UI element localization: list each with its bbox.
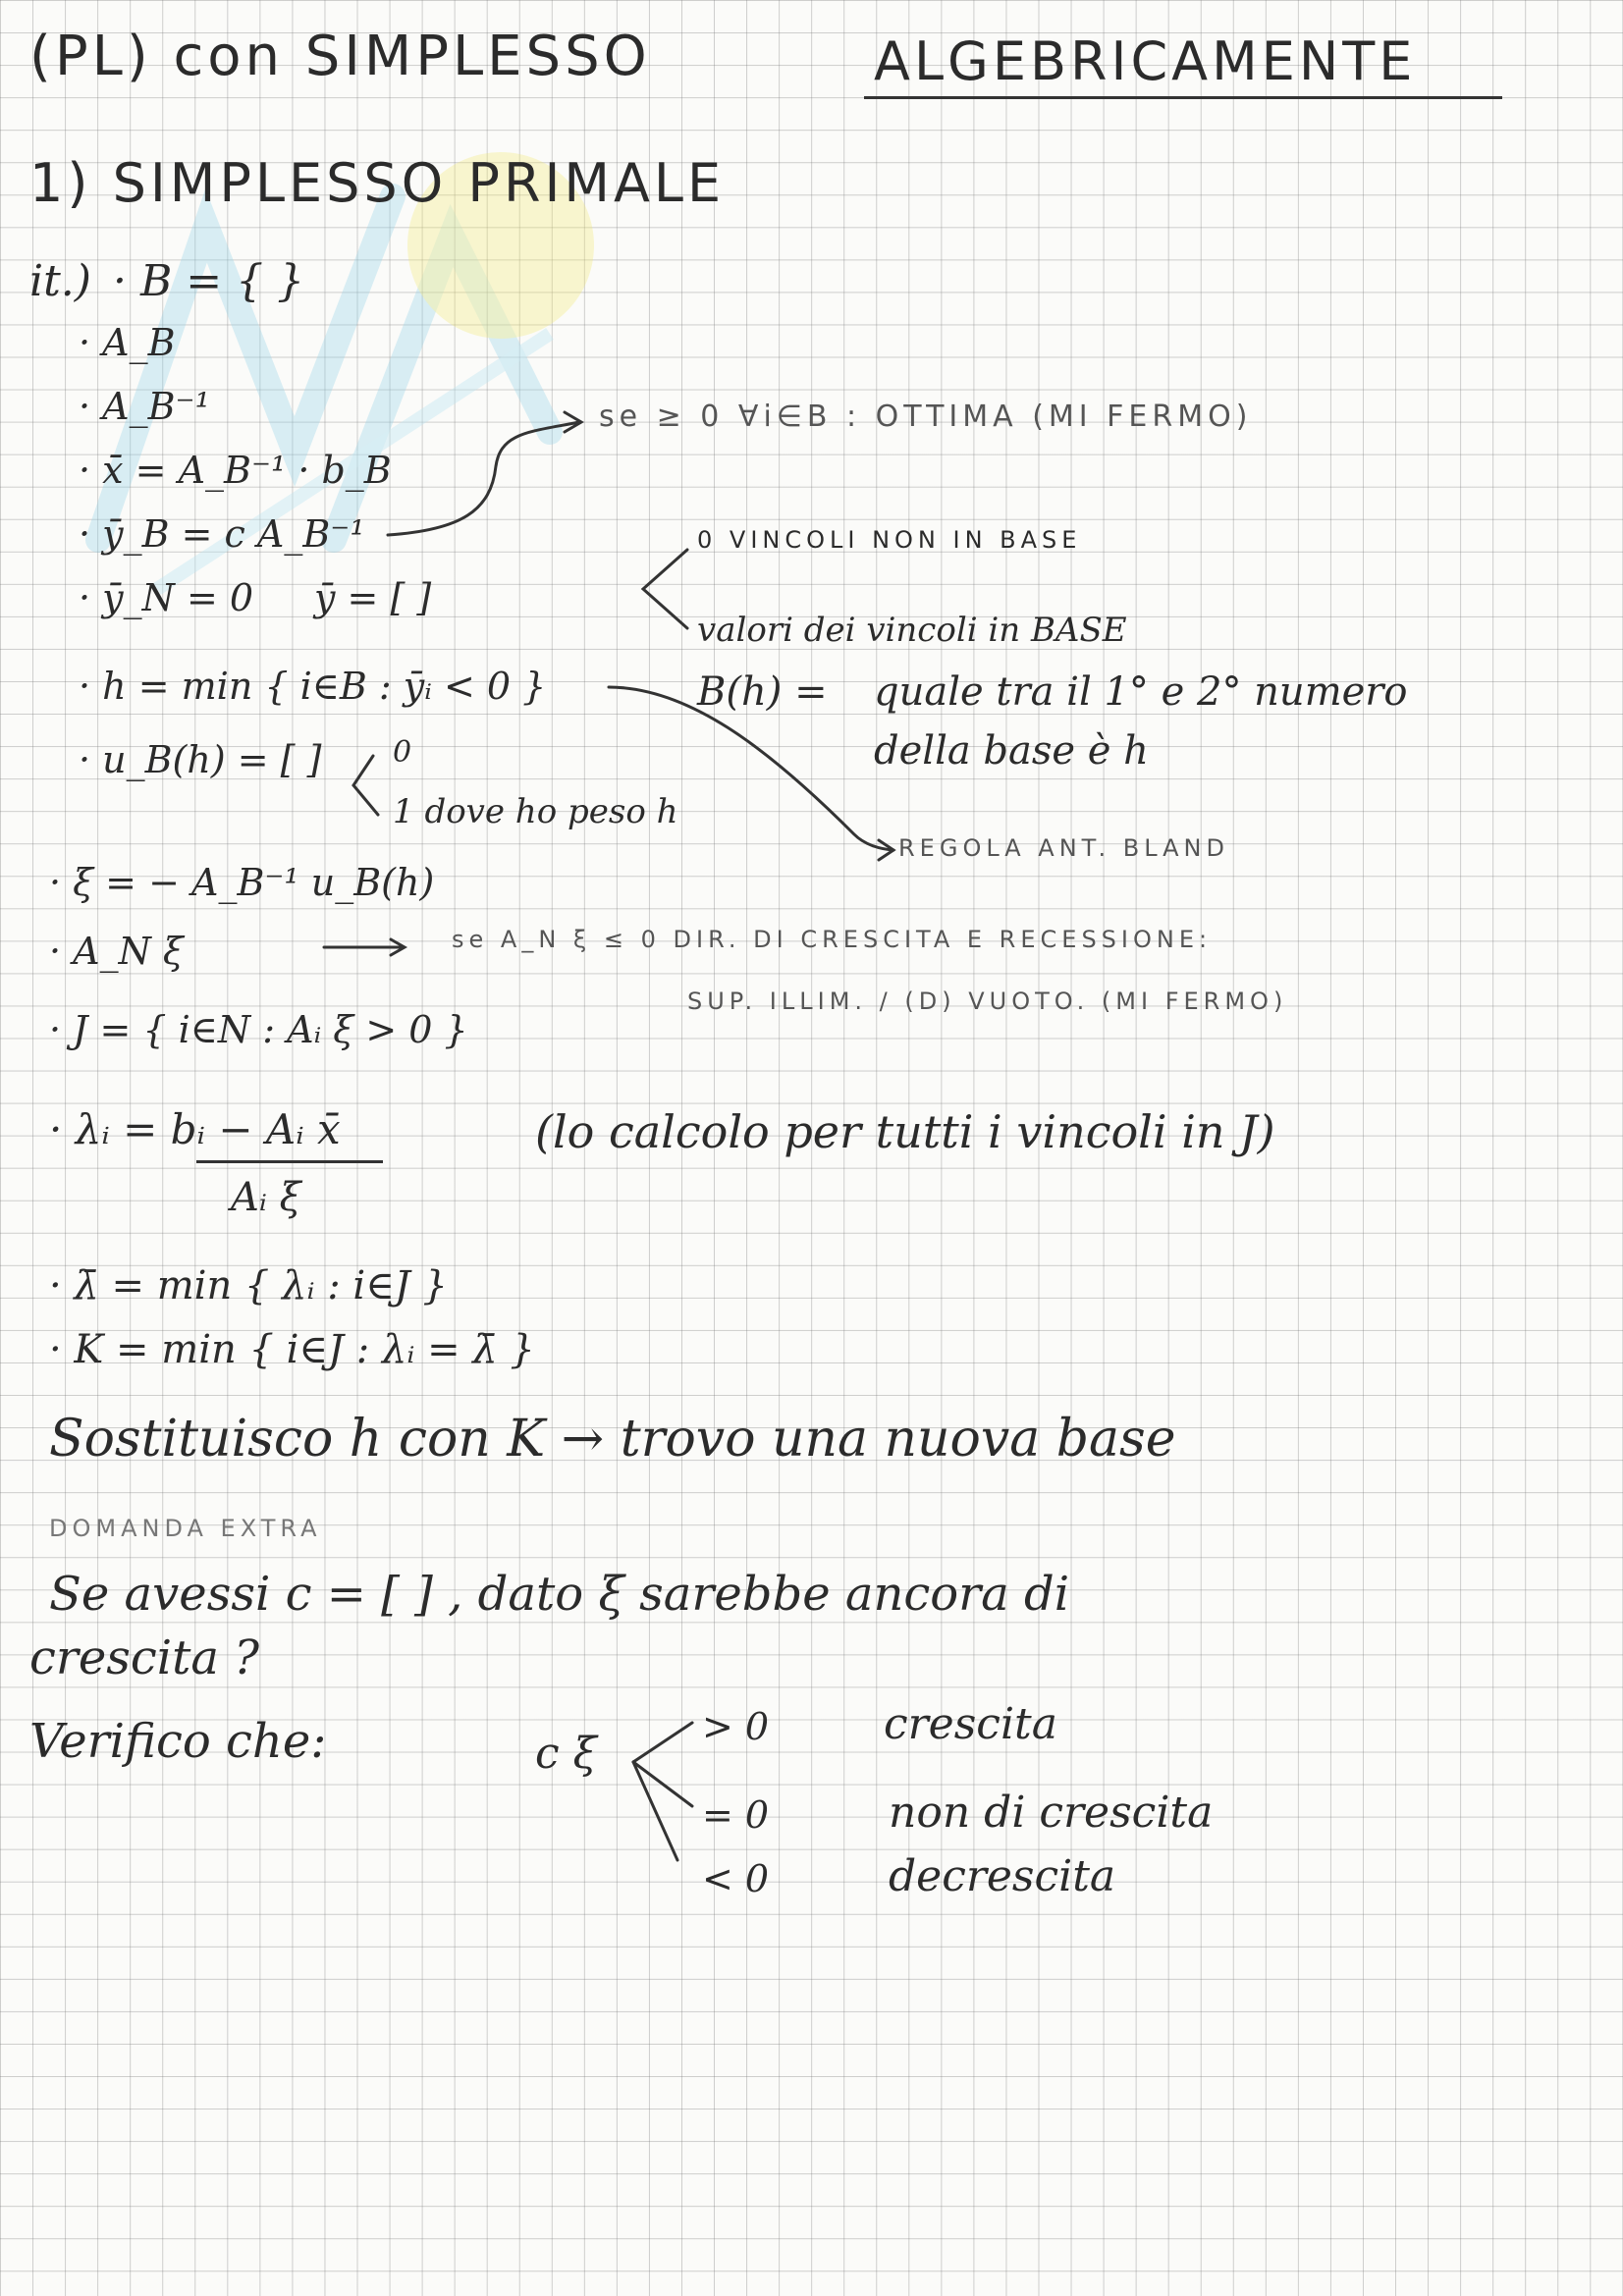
ybar-zero-note: 0 VINCOLI NON IN BASE [697,526,1082,554]
case-result-zero: non di crescita [889,1788,1214,1838]
extra-question-2: crescita ? [29,1630,259,1685]
h-formula: · h = min { i∈B : ȳᵢ < 0 } [79,665,547,708]
extra-question-1: Se avessi c = [ ] , dato ξ sarebbe ancora di [49,1567,1070,1622]
an-note-line-2: SUP. ILLIM. / (D) VUOTO. (MI FERMO) [687,988,1288,1015]
u-one-entry: 1 dove ho peso h [393,792,678,831]
c-xi-product: c ξ [535,1729,597,1779]
title-left: (PL) con SIMPLESSO [29,25,651,88]
bh-line-2: della base è h [874,728,1149,774]
case-result-negative: decrescita [889,1851,1116,1901]
lambda-numerator: · λᵢ = bᵢ − Aᵢ x̄ [49,1105,341,1153]
arrow-optimal [388,422,579,535]
case-result-positive: crescita [884,1699,1057,1749]
lambda-denominator: Aᵢ ξ [231,1175,301,1220]
title-right: ALGEBRICAMENTE [874,30,1417,92]
ybar-values-note: valori dei vincoli in BASE [697,611,1127,650]
substitute-step: Sostituisco h con K → trovo una nuova base [49,1410,1176,1468]
arrow-bland [609,687,893,850]
case-cond-positive: > 0 [702,1705,770,1748]
cases-arrow-low [633,1762,677,1860]
ybar-bracket [643,550,687,628]
x-bar-formula: · x̄ = A_B⁻¹ · b_B [79,449,392,492]
lambda-bar-formula: · λ̄ = min { λᵢ : i∈J } [49,1263,448,1308]
optimal-note: se ≥ 0 ∀i∈B : OTTIMA (MI FERMO) [599,400,1253,434]
cases-arrow-up [633,1723,692,1762]
y-bar-vector: ȳ = [ ] [314,576,432,619]
matrix-ab-inverse: · A_B⁻¹ [79,385,210,428]
case-cond-zero: = 0 [702,1793,770,1837]
u-formula: · u_B(h) = [ ] [79,738,322,781]
u-zero-entry: 0 [393,735,412,770]
k-formula: · K = min { i∈J : λᵢ = λ̄ } [49,1327,535,1372]
matrix-ab: · A_B [79,321,176,364]
verify-label: Verifico che: [29,1714,327,1769]
an-xi: · A_N ξ [49,930,184,973]
lambda-note: (lo calcolo per tutti i vincoli in J) [535,1105,1275,1158]
an-note-line-1: se A_N ξ ≤ 0 DIR. DI CRESCITA E RECESSIONE: [452,926,1213,953]
bh-label: B(h) = [697,669,828,715]
iteration-label: it.) [29,256,91,306]
bland-rule-note: REGOLA ANT. BLAND [898,834,1229,862]
extra-label: DOMANDA EXTRA [49,1515,322,1542]
basis-definition: · B = { } [113,256,305,306]
section-heading: 1) SIMPLESSO PRIMALE [29,152,726,214]
j-set-formula: · J = { i∈N : Aᵢ ξ > 0 } [49,1008,468,1051]
u-bracket [353,756,378,815]
bh-line-1: quale tra il 1° e 2° numero [874,669,1408,715]
y-n-formula: · ȳ_N = 0 [79,576,254,619]
case-cond-negative: < 0 [702,1857,770,1900]
xi-formula: · ξ = − A_B⁻¹ u_B(h) [49,861,435,904]
y-b-formula: · ȳ_B = c A_B⁻¹ [79,512,365,556]
